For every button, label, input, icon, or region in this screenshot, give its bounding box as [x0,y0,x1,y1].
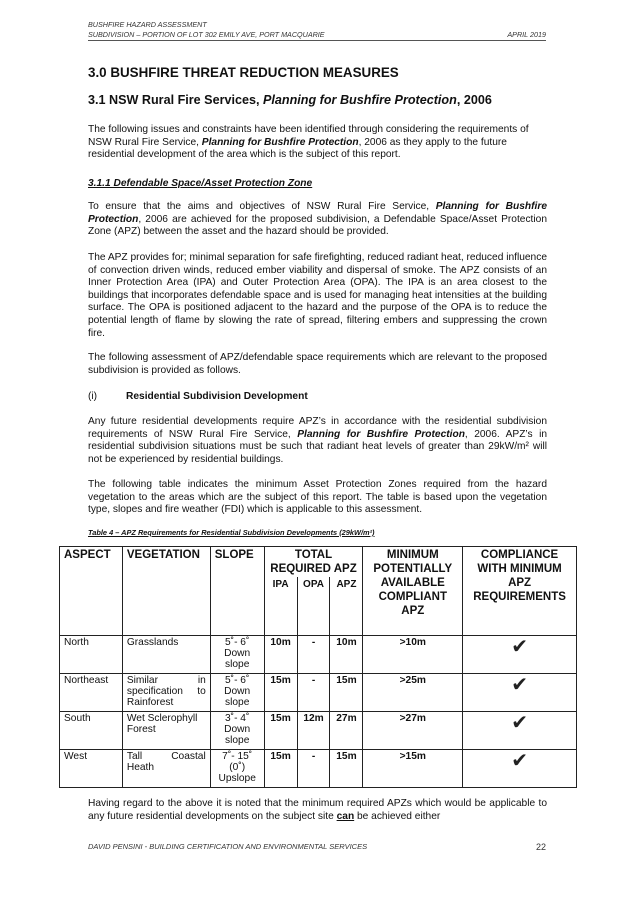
header-subtitle: SUBDIVISION – PORTION OF LOT 302 EMILY AVE, PORT MACQUARIE [88,29,325,39]
cell-ipa: 15m [264,712,297,750]
header-slope: SLOPE [210,547,264,636]
header-subtitle-row [88,30,546,42]
table-caption: Table 4 – APZ Requirements for Residential Subdivision Developments (29kW/m²) [88,528,375,537]
conclusion-text-b: can [336,810,355,822]
subsection-title [88,93,492,107]
table-intro-paragraph: The following table indicates the minimum Asset Protection Zones required from the hazard vegetation to the areas which are the subject of this report. The table is based upon the vegetation type, slopes and fire weather (FDI) which is applicable to this assessment. [88,479,547,516]
header-apz: APZ [330,577,363,636]
conclusion-text-c: be achieved either [354,810,441,822]
cell-opa: - [297,636,330,674]
future-development-paragraph [88,416,547,466]
aims-text-a: To ensure that the aims and objectives of NSW Rural Fire Service, [88,201,436,212]
future-text-c: , 2006. APZ’s in residential subdivision situations must be such that radiant heat levels of greater than 29kW/m² will not be experienced by residential buildings. [88,428,547,465]
cell-slope: 5˚- 6˚ Down slope [210,636,264,674]
header-opa: OPA [297,577,330,636]
cell-vegetation: Similar in specification to Rainforest [122,674,210,712]
header-ipa: IPA [264,577,297,636]
section-title: 3.0 BUSHFIRE THREAT REDUCTION MEASURES [88,65,399,80]
table-header-row [60,547,577,578]
header-date: APRIL 2019 [507,29,546,39]
page-footer [88,842,546,852]
cell-apz: 27m [330,712,363,750]
cell-aspect: West [60,750,123,788]
cell-minimum: >10m [363,636,463,674]
aims-text-b: Planning for Bushfire Protection [88,201,548,225]
intro-text-a: The following issues and constraints have been identified through considering the requirements of NSW Rural Fire Service, [88,124,529,148]
page-number: 22 [535,842,546,852]
cell-vegetation: Tall Coastal Heath [122,750,210,788]
conclusion-text-a: Having regard to the above it is noted that the minimum required APZs which would be applicable to any future residential developments on the subject site [88,798,547,822]
future-text-b: Planning for Bushfire Protection [297,428,465,440]
conclusion-paragraph [88,798,547,823]
cell-vegetation: Grasslands [122,636,210,674]
intro-text-c: , 2006 as they apply to the future residential development of the area which is the subject of this report. [88,136,507,161]
header-compliance: COMPLIANCE WITH MINIMUM APZ REQUIREMENTS [463,547,577,636]
cell-ipa: 15m [264,674,297,712]
page-header [88,20,546,41]
assessment-paragraph: The following assessment of APZ/defendable space requirements which are relevant to the proposed subdivision is provided as follows. [88,352,547,376]
cell-opa: - [297,674,330,712]
cell-slope: 3˚- 4˚ Down slope [210,712,264,750]
cell-ipa: 15m [264,750,297,788]
checkmark-icon: ✔ [463,750,577,788]
future-text-a: Any future residential developments require APZ’s in accordance with the residential subdivision requirements of NSW Rural Fire Service, [88,416,547,440]
aims-text-c: , 2006 are achieved for the proposed subdivision, a Defendable Space/Asset Protection Zone (APZ) between the asset and the hazard should be provided. [88,213,547,238]
cell-vegetation: Wet Sclerophyll Forest [122,712,210,750]
header-vegetation: VEGETATION [122,547,210,636]
checkmark-icon: ✔ [463,636,577,674]
aims-paragraph [88,201,547,239]
subheading-number: (i) [88,391,98,402]
cell-aspect: Northeast [60,674,123,712]
subsection-prefix: 3.1 NSW Rural Fire Services, [88,93,263,107]
apz-paragraph: The APZ provides for; minimal separation for safe firefighting, reduced radiant heat, reduced influence of convection driven winds, reduced ember viability and dispersal of smoke. The APZ consists of an Inner Protection Area (IPA) and Outer Protection Area (OPA). The IPA is an area closest to the buildings that incorporates defendable space and is used for managing heat intensities at the building surface. The OPA is positioned adjacent to the hazard and the purpose of the OPA is to reduce the potential length of flame by slowing the rate of spread, filtering embers and suppressing the crown fire. [88,252,547,339]
cell-minimum: >15m [363,750,463,788]
table-row [60,750,577,788]
table-row [60,712,577,750]
checkmark-icon: ✔ [463,712,577,750]
cell-minimum: >25m [363,674,463,712]
cell-minimum: >27m [363,712,463,750]
header-title: BUSHFIRE HAZARD ASSESSMENT [88,20,207,29]
cell-opa: 12m [297,712,330,750]
cell-aspect: South [60,712,123,750]
cell-slope: 5˚- 6˚ Down slope [210,674,264,712]
cell-aspect: North [60,636,123,674]
table-row [60,636,577,674]
cell-apz: 15m [330,750,363,788]
cell-apz: 15m [330,674,363,712]
checkmark-icon: ✔ [463,674,577,712]
subsection-italic: Planning for Bushfire Protection [263,93,457,107]
subheading-title: Residential Subdivision Development [126,391,308,402]
subsection-suffix: , 2006 [456,93,492,107]
cell-slope: 7˚- 15˚ (0˚) Upslope [210,750,264,788]
subheading-i [88,391,308,402]
cell-opa: - [297,750,330,788]
intro-text-b: Planning for Bushfire Protection [201,136,359,148]
apz-requirements-table [59,546,577,788]
cell-ipa: 10m [264,636,297,674]
footer-company: DAVID PENSINI - BUILDING CERTIFICATION AND ENVIRONMENTAL SERVICES [88,842,368,851]
heading-3-1-1: 3.1.1 Defendable Space/Asset Protection Zone [88,178,313,189]
header-minimum: MINIMUM POTENTIALLY AVAILABLE COMPLIANT APZ [363,547,463,636]
intro-paragraph [88,124,547,162]
header-total-apz: TOTAL REQUIRED APZ [264,547,363,578]
header-aspect: ASPECT [60,547,123,636]
cell-apz: 10m [330,636,363,674]
table-row [60,674,577,712]
